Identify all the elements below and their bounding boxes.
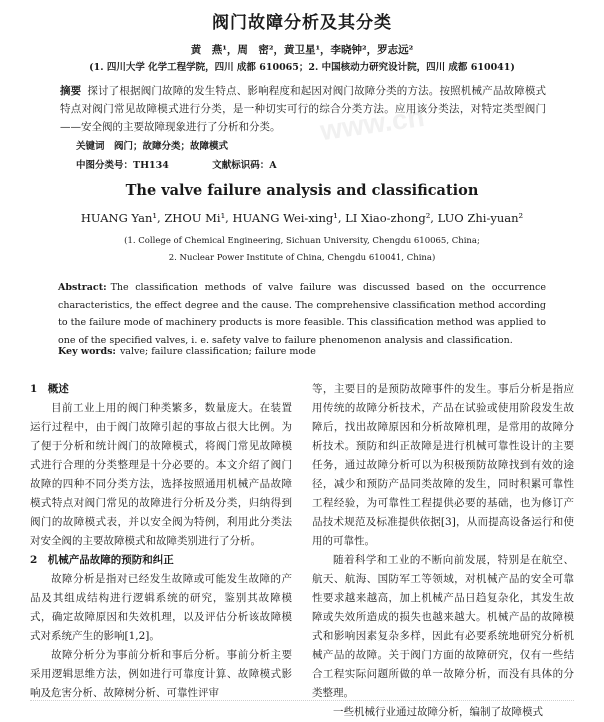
keywords-en: [58, 346, 316, 357]
section-1-heading: 1 概述: [30, 383, 69, 395]
abstract-en-text: The classification methods of valve failure was discussed based on the occurrence characteristics, the effect degree and the cause. The comprehensive classification method according to the failure mode of machinery products is more feasible. This classification method was applied to one of the specified valves, i. e. safety valve to failure phenomenon analysis and classification.: [58, 282, 546, 346]
right-paragraph-2: 随着科学和工业的不断向前发展，特别是在航空、航天、航海、国防军工等领域，对机械产品的安全可靠性要求越来越高，加上机械产品日趋复杂化，其发生故障或失效所造成的损失也越来越大。机械产品的故障模式和影响因素复杂多样，因此有必要系统地研究分析机械产品的故障。关于阀门方面的故障研究，仅有一些结合工程实际问题所做的单一故障分析，而没有具体的分类整理。: [312, 554, 574, 699]
classification-cn: [76, 157, 277, 171]
body-column-left: [30, 380, 292, 703]
title-en: The valve failure analysis and classification: [125, 182, 479, 199]
page-bottom-rule: [30, 700, 574, 701]
affiliation-cn: (1. 四川大学 化学工程学院，四川 成都 610065；2. 中国核动力研究设计院，四川 成都 610041): [89, 62, 515, 73]
abstract-cn-text: 探讨了根据阀门故障的发生特点、影响程度和起因对阀门故障分类的方法。按照机械产品故障模式特点对阀门常见故障模式进行分类，是一种切实可行的综合分类方法。应用该分类法，对特定类型阀门——安全阀的主要故障现象进行了分析和分类。: [60, 85, 547, 133]
affiliation-en-1: (1. College of Chemical Engineering, Sichuan University, Chengdu 610065, China;: [124, 236, 480, 246]
title-cn: 阀门故障分析及其分类: [212, 13, 392, 33]
keywords-cn-label: 关键词: [76, 141, 105, 152]
section-2-heading: 2 机械产品故障的预防和纠正: [30, 554, 174, 566]
watermark: www.cn: [318, 100, 427, 147]
section-1-paragraph-1: 目前工业上用的阀门种类繁多，数量庞大。在装置运行过程中，由于阀门故障引起的事故占很大比例。为了便于分析和统计阀门的故障模式，将阀门常见故障模式进行合理的分类整理是十分必要的。本文介绍了阀门故障的四种不同分类方法，选择按照通用机械产品故障模式特点对阀门常见的故障进行分析及分类，归纳得到阀门的故障模式表，并以安全阀为特例，利用此分类法对安全阀的主要故障模式和故障类别进行了分析。: [30, 402, 292, 547]
right-paragraph-1: 等，主要目的是预防故障事件的发生。事后分析是指应用传统的故障分析技术，产品在试验或使用阶段发生故障后，找出故障原因和分析故障机理，是常用的故障分析技术。预防和纠正故障是进行机械可靠性设计的主要任务，通过故障分析可以为积极预防故障找到有效的途径，减少和预防产品同类故障的发生，同时积累可靠性工程经验，为可靠性工程提供必要的基础，也为修订产品技术规范及标准提供依据[3]，从而提高设备运行和使用的可靠性。: [312, 383, 574, 547]
doc-label: 文献标识码：: [212, 160, 270, 171]
cls-label: 中图分类号：: [76, 160, 134, 171]
authors-cn: 黄 燕¹，周 密²，黄卫星¹，李晓钟²，罗志远²: [190, 44, 414, 56]
doc-value: A: [269, 160, 277, 171]
section-2-paragraph-1: 故障分析是指对已经发生故障或可能发生故障的产品及其组成结构进行逻辑系统的研究，鉴别其故障模式，确定故障原因和失效机理，以及评估分析该故障模式对系统产生的影响[1,2]。: [30, 573, 292, 642]
body-column-right: [312, 380, 574, 722]
abstract-cn: [60, 82, 546, 136]
abstract-en-label: Abstract:: [58, 282, 107, 293]
keywords-cn: [76, 138, 228, 152]
affiliation-en-2: 2. Nuclear Power Institute of China, Chengdu 610041, China): [168, 253, 436, 263]
abstract-cn-label: 摘要: [60, 85, 82, 97]
section-2-paragraph-2: 故障分析分为事前分析和事后分析。事前分析主要采用逻辑思维方法，例如进行可靠度计算、故障模式影响及危害分析、故障树分析、可靠性评审: [30, 649, 292, 699]
abstract-en: [58, 279, 546, 349]
authors-en: HUANG Yan¹, ZHOU Mi¹, HUANG Wei-xing¹, LI Xiao-zhong², LUO Zhi-yuan²: [80, 211, 524, 225]
keywords-cn-text: 阀门；故障分类；故障模式: [114, 141, 229, 152]
right-paragraph-3: 一些机械行业通过故障分析，编制了故障模式: [333, 706, 543, 718]
keywords-en-text: valve; failure classification; failure mode: [119, 346, 316, 357]
keywords-en-label: Key words:: [58, 346, 116, 357]
cls-value: TH134: [133, 160, 169, 171]
